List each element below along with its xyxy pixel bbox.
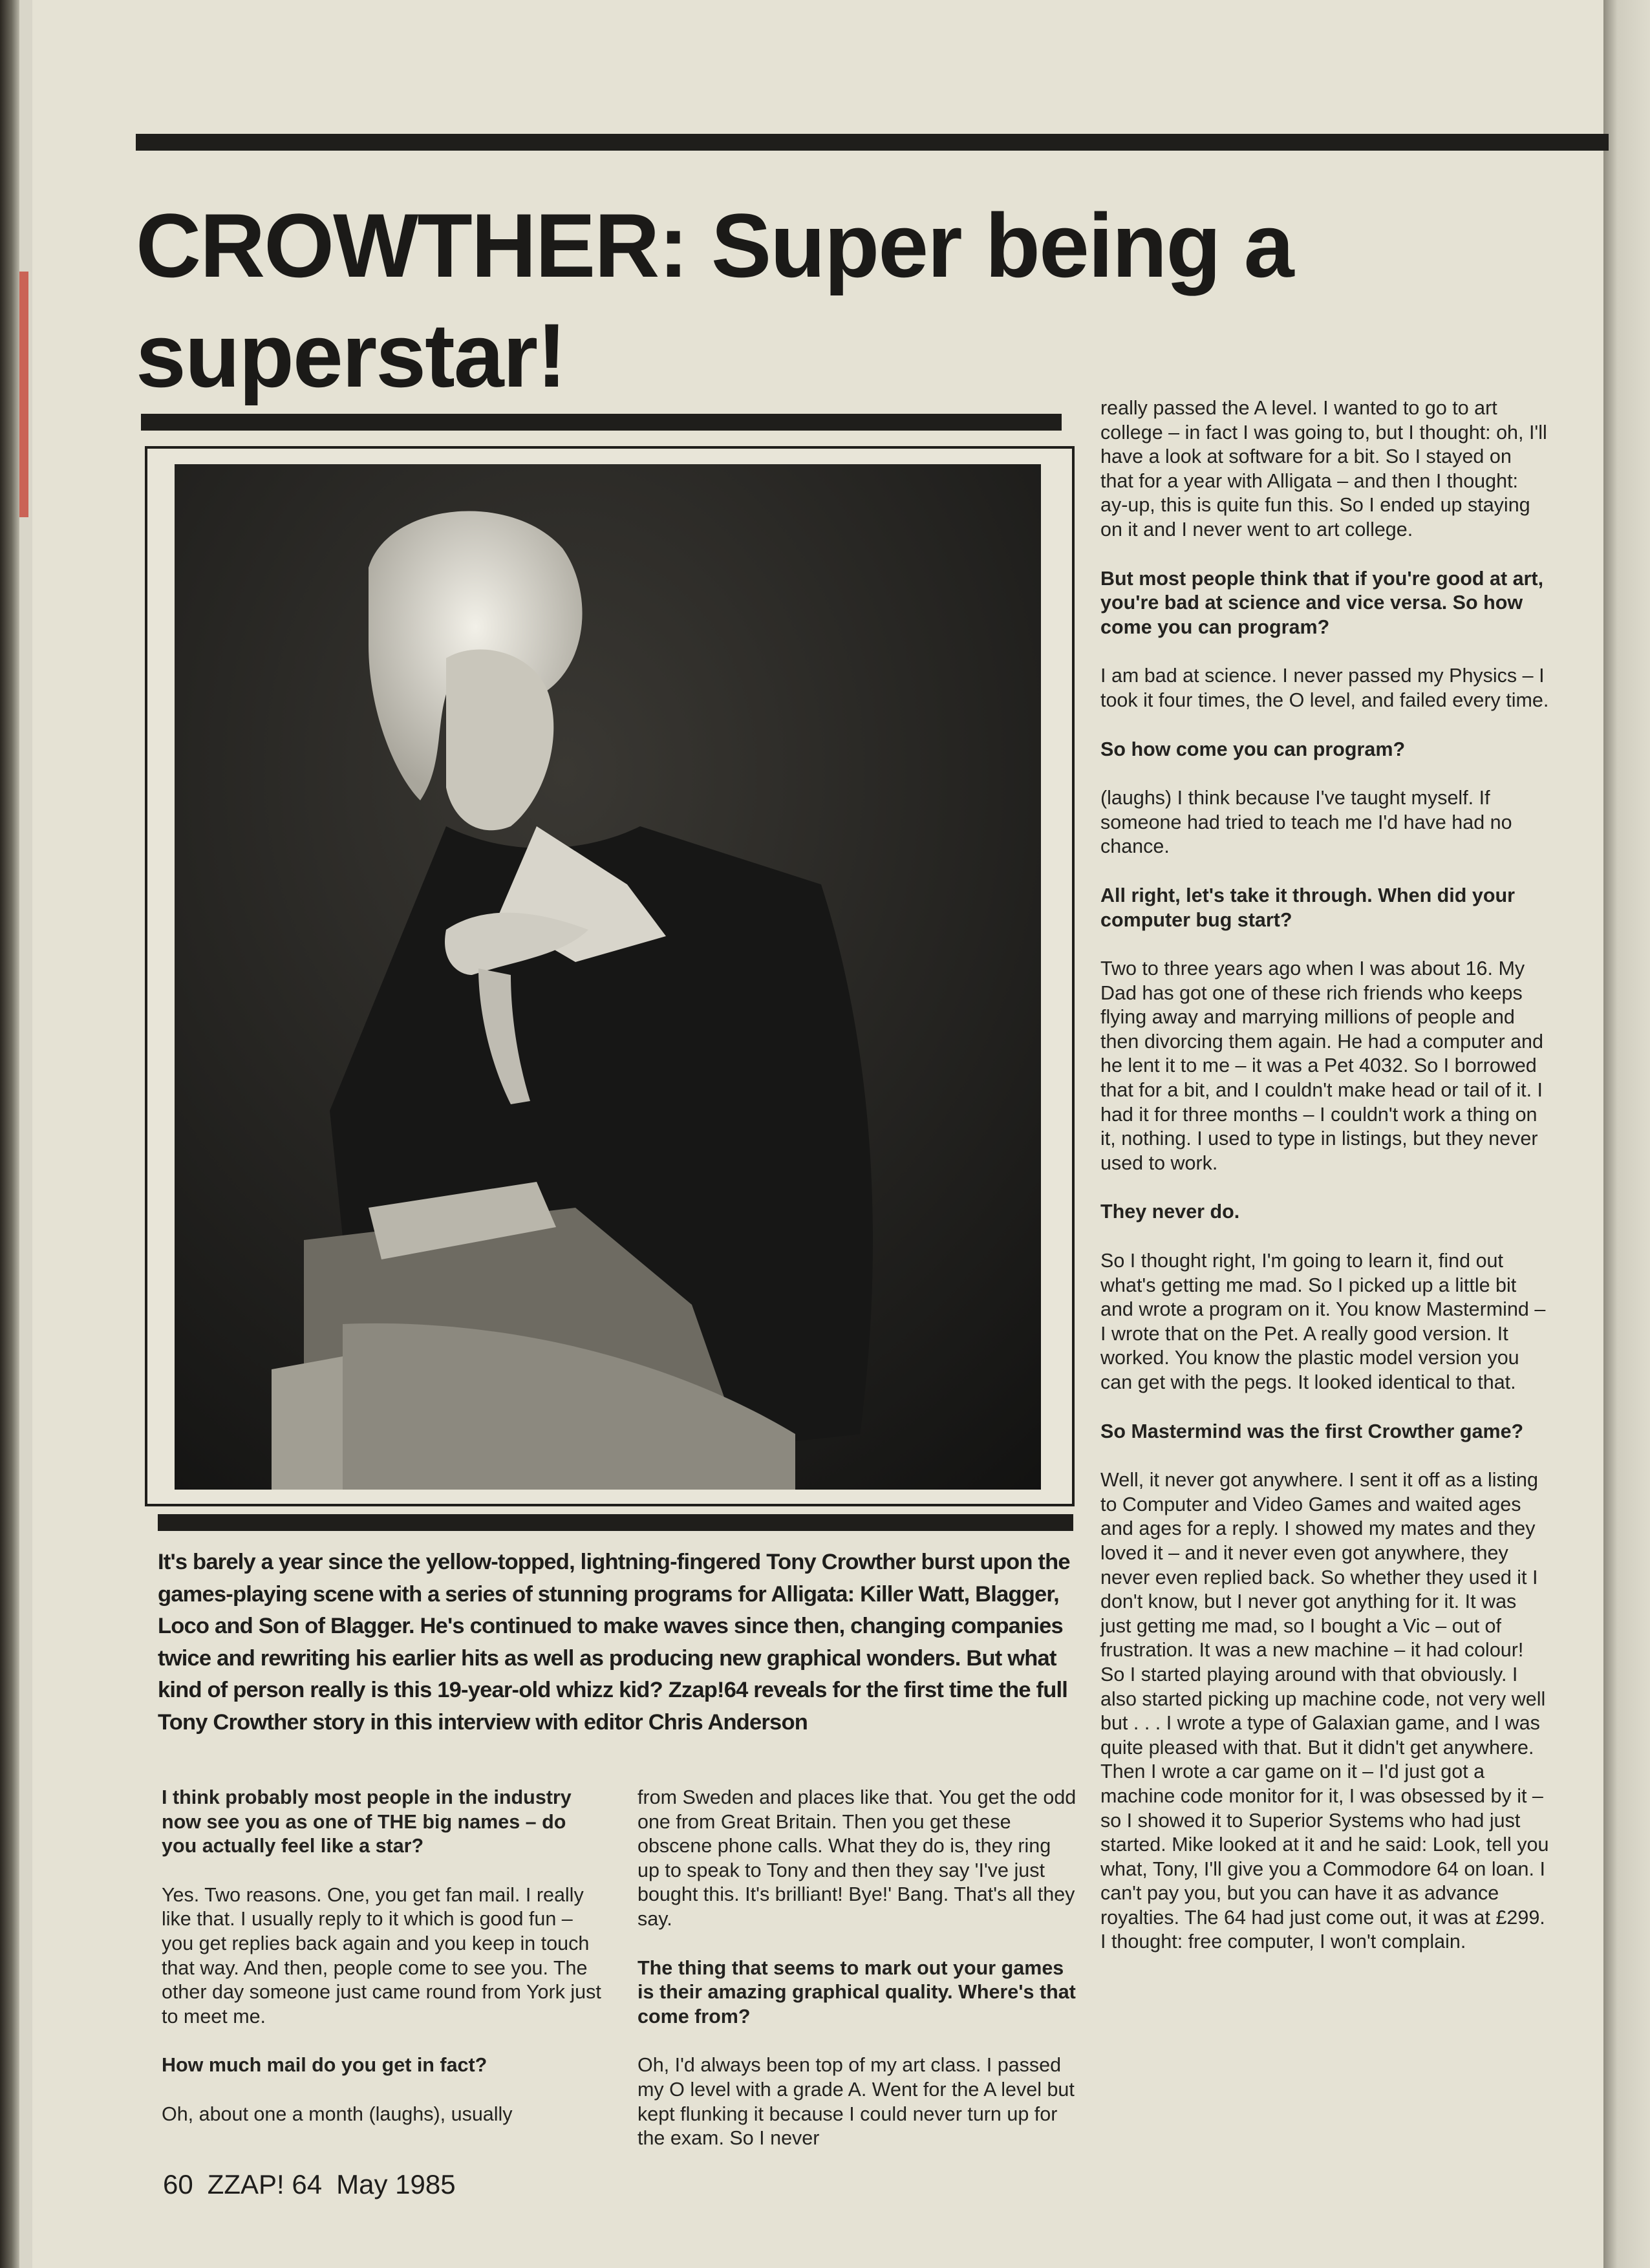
column-2 xyxy=(638,1786,1077,2176)
adjacent-page-edge xyxy=(1603,0,1650,2268)
intro-paragraph: It's barely a year since the yellow-topped, lightning-fingered Tony Crowther burst upon the games-playing scene with a series of stunning programs for Alligata: Killer Watt, Blagger, Loco and Son of Blagger. He's continued to make waves since then, changing companies twice and rewriting his earlier hits as well as producing new graphical wonders. But what kind of person really is this 19-year-old whizz kid? Zzap!64 reveals for the first time the full Tony Crowther story in this interview with editor Chris Anderson xyxy=(158,1550,1070,1735)
magazine-spine xyxy=(0,0,19,2268)
answer: Two to three years ago when I was about 16. My Dad has got one of these rich friends who keeps flying away and marrying millions of people and then divorcing them again. He had a computer and he lent it to me – it was a Pet 4032. So I borrowed that for a bit, and I couldn't make head or tail of it. I had it for three months – I couldn't work a thing on it, nothing. I used to type in listings, but they never used to work. xyxy=(1100,957,1543,1174)
headline: CROWTHER: Super being a superstar! xyxy=(136,195,1293,406)
portrait-photo xyxy=(175,464,1041,1490)
magazine-name: ZZAP! 64 xyxy=(207,2169,323,2199)
answer: really passed the A level. I wanted to go to art college – in fact I was going to, but I thought: oh, I'll have a look at software for a bit. So I stayed on that for a year with Alligata – and then I thought: ay-up, this is quite fun this. So I ended up staying on it and I never went to art college. xyxy=(1100,397,1547,540)
issue-date: May 1985 xyxy=(336,2169,456,2199)
top-rule xyxy=(136,134,1609,151)
question: How much mail do you get in fact? xyxy=(162,2054,488,2077)
column-1 xyxy=(162,1786,601,2152)
answer: Oh, about one a month (laughs), usually xyxy=(162,2102,513,2125)
question: The thing that seems to mark out your games is their amazing graphical quality. Where's that come from? xyxy=(638,1956,1076,2027)
answer: Oh, I'd always been top of my art class. I passed my O level with a grade A. Went for the A level but kept flunking it because I could never turn up for the exam. So I never xyxy=(638,2054,1075,2150)
portrait-photo-illustration xyxy=(175,464,1041,1490)
question: I think probably most people in the industry now see you as one of THE big names – do you actually feel like a star? xyxy=(162,1786,572,1857)
question: They never do. xyxy=(1100,1201,1240,1223)
question: So how come you can program? xyxy=(1100,738,1406,760)
answer: Well, it never got anywhere. I sent it off as a listing to Computer and Video Games and waited ages and ages for a reply. I showed my mates and they loved it – and it never even got anywhere, they never even replied back. So whether they used it I don't know, but I never got anything for it. It was just getting me mad, so I bought a Vic – out of frustration. It was a new machine – it had colour! So I started playing around with that obviously. I also started picking up machine code, not very well but . . . I wrote a type of Galaxian game, and I was quite pleased with that. But it didn't get anywhere. Then I wrote a car game on it – I'd just got a machine code monitor for it, I was obsessed by it – so I showed it to Superior Systems who had just started. Mike looked at it and he said: Look, tell you what, Tony, I'll give you a Commodore 64 on loan. I can't pay you, but you can have it as advance royalties. The 64 had just come out, it was at £299. I thought: free computer, I won't complain. xyxy=(1100,1469,1549,1953)
answer: I am bad at science. I never passed my Physics – I took it four times, the O level, and failed every time. xyxy=(1100,665,1549,711)
page-number: 60 xyxy=(163,2169,193,2199)
spine-colour-strip xyxy=(19,272,28,517)
question: All right, let's take it through. When did your computer bug start? xyxy=(1100,884,1515,931)
photo-bottom-rule xyxy=(158,1514,1073,1531)
answer: Yes. Two reasons. One, you get fan mail. I really like that. I usually reply to it which is good fun – you get replies back again and you keep in touch that way. And then, people come to see you. The other day someone just came round from York just to meet me. xyxy=(162,1883,601,2027)
answer: from Sweden and places like that. You get the odd one from Great Britain. Then you get these obscene phone calls. What they do is, they ring up to speak to Tony and then they say 'I've just bought this. It's brilliant! Bye!' Bang. That's all they say. xyxy=(638,1786,1077,1930)
photo-top-rule xyxy=(141,414,1062,431)
question: So Mastermind was the first Crowther game? xyxy=(1100,1420,1524,1442)
page-folio xyxy=(163,2168,470,2201)
column-3 xyxy=(1100,396,1550,1979)
question: But most people think that if you're good at art, you're bad at science and vice versa. So how come you can program? xyxy=(1100,567,1544,638)
answer: So I thought right, I'm going to learn it, find out what's getting me mad. So I picked up a little bit and wrote a program on it. You know Mastermind – I wrote that on the Pet. A really good version. It worked. You know the plastic model version you can get with the pegs. It looked identical to that. xyxy=(1100,1250,1546,1393)
answer: (laughs) I think because I've taught myself. If someone had tried to teach me I'd have had no chance. xyxy=(1100,787,1512,858)
